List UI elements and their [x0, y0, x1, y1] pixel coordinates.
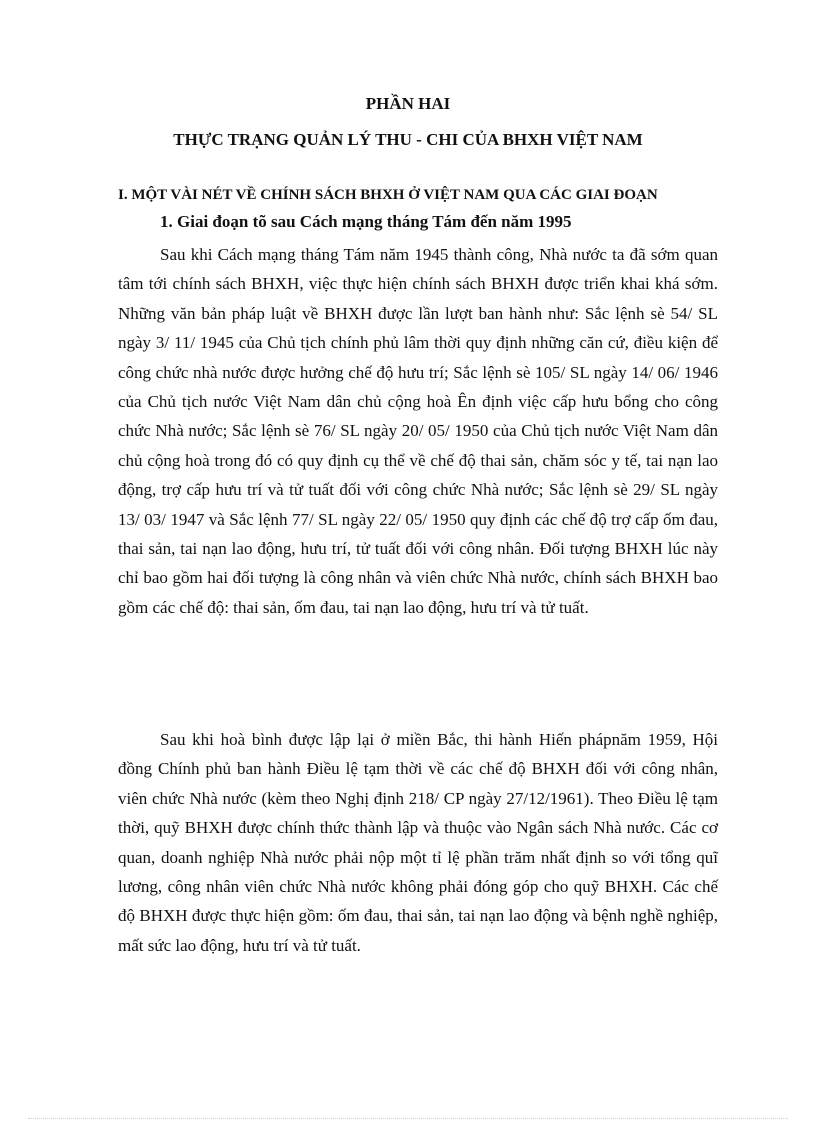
page-bottom-divider — [28, 1118, 788, 1119]
part-title: PHẦN HAI — [365, 94, 451, 113]
body-paragraph-2: Sau khi hoà bình được lập lại ở miền Bắc, thi hành Hiến phápnăm 1959, Hội đồng Chính phủ ban hành Điều lệ tạm thời về các chế độ BHXH đối với công nhân, viên chức Nhà nước (kèm theo Nghị định 218/ CP ngày 27/12/1961). Theo Điều lệ tạm thời, quỹ BHXH được chính thức thành lập và thuộc vào Ngân sách Nhà nước. Các cơ quan, doanh nghiệp Nhà nước phải nộp một tỉ lệ phần trăm nhất định so với tổng quĩ lương, công nhân viên chức Nhà nước không phải đóng góp cho quỹ BHXH. Các chế độ BHXH được thực hiện gồm: ốm đau, thai sản, tai nạn lao động và bệnh nghề nghiệp, mất sức lao động, hưu trí và tử tuất. — [118, 730, 718, 955]
body-paragraph-1: Sau khi Cách mạng tháng Tám năm 1945 thành công, Nhà nước ta đã sớm quan tâm tới chính sách BHXH, việc thực hiện chính sách BHXH được triển khai khá sớm. Những văn bản pháp luật về BHXH được lần lượt ban hành như: Sắc lệnh sè 54/ SL ngày 3/ 11/ 1945 của Chủ tịch chính phủ lâm thời quy định những căn cứ, điều kiện để công chức nhà nước được hưởng chế độ hưu trí; Sắc lệnh sè 105/ SL ngày 14/ 06/ 1946 của Chủ tịch nước Việt Nam dân chủ cộng hoà Ên định việc cấp hưu bổng cho công chức Nhà nước; Sắc lệnh sè 76/ SL ngày 20/ 05/ 1950 của Chủ tịch nước Việt Nam dân chủ cộng hoà trong đó có quy định cụ thể về chế độ thai sản, chăm sóc y tế, tai nạn lao động, trợ cấp hưu trí và tử tuất đối với công chức Nhà nước; Sắc lệnh sè 29/ SL ngày 13/ 03/ 1947 và Sắc lệnh 77/ SL ngày 22/ 05/ 1950 quy định các chế độ trợ cấp ốm đau, thai sản, tai nạn lao động, hưu trí, tử tuất đối với công nhân. Đối tượng BHXH lúc này chỉ bao gồm hai đối tượng là công nhân và viên chức Nhà nước, chính sách BHXH bao gồm các chế độ: thai sản, ốm đau, tai nạn lao động, hưu trí và tử tuất. — [118, 245, 718, 617]
subsection-heading: 1. Giai đoạn tõ sau Cách mạng tháng Tám đến năm 1995 — [160, 212, 572, 231]
main-title: THỰC TRẠNG QUẢN LÝ THU - CHI CỦA BHXH VIỆT NAM — [173, 130, 643, 149]
section-heading: I. MỘT VÀI NÉT VỀ CHÍNH SÁCH BHXH Ở VIỆT NAM QUA CÁC GIAI ĐOẠN — [118, 187, 658, 203]
